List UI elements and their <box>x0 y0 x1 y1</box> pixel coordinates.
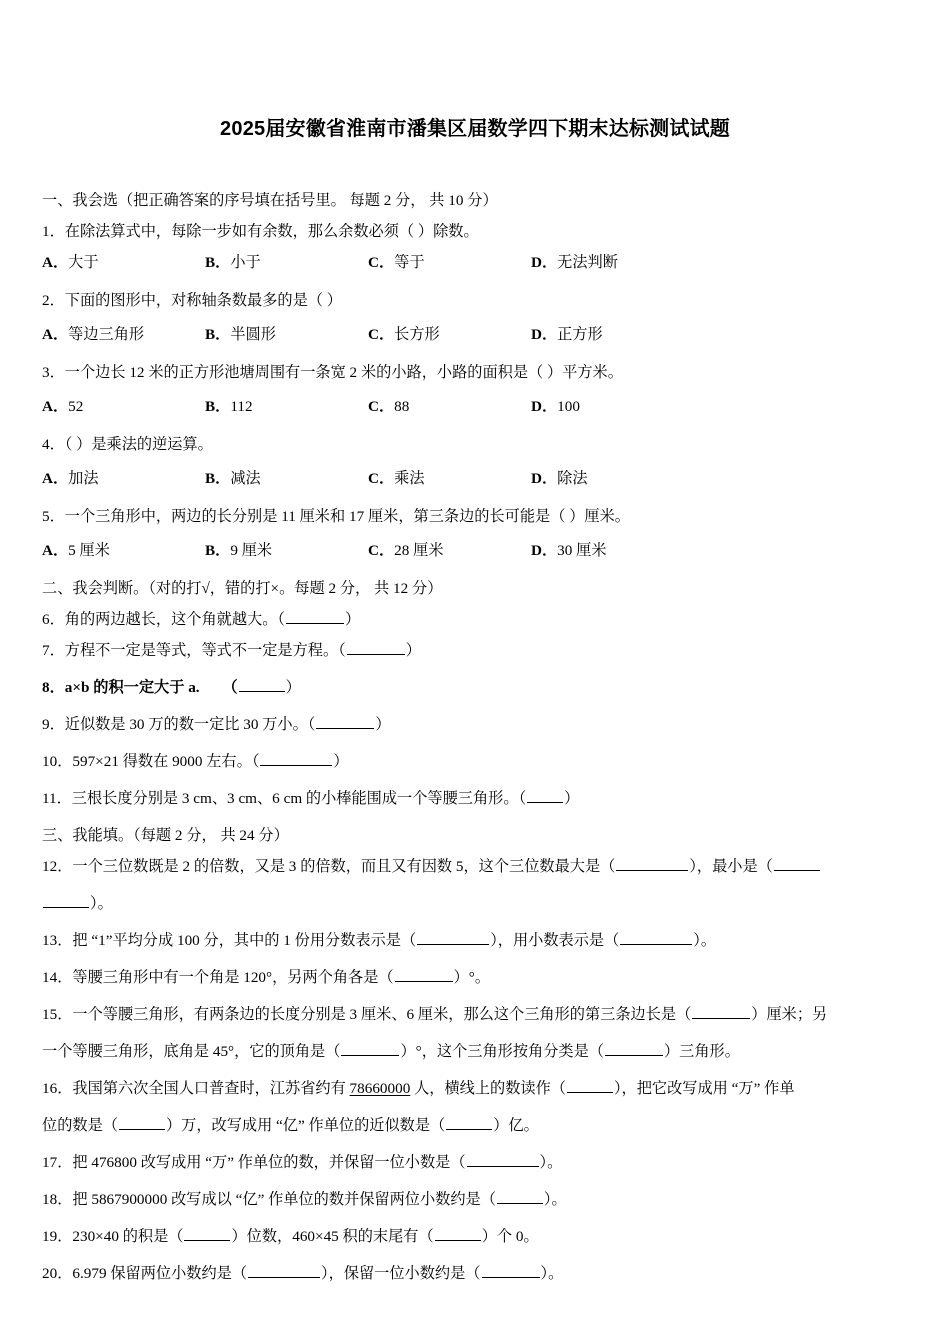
fill-question-text: 19．230×40 的积是（ <box>42 1228 184 1245</box>
fill-question-text: 20．6.979 保留两位小数约是（ <box>42 1265 248 1282</box>
option-text: 112 <box>230 398 253 415</box>
fill-question-text: 14．等腰三角形中有一个角是 120°，另两个角各是（ <box>42 969 394 986</box>
option-label: B． <box>205 326 231 343</box>
fill-question-text: ）亿。 <box>493 1117 539 1134</box>
option-4-c[interactable] <box>368 467 531 488</box>
judgement-close: ） <box>375 716 391 733</box>
option-label: C． <box>368 542 395 559</box>
answer-blank[interactable] <box>239 677 285 692</box>
judgement-text: 7．方程不一定是等式，等式不一定是方程。（ <box>42 642 346 659</box>
fill-question-text: ），用小数表示是（ <box>490 932 620 949</box>
option-5-c[interactable] <box>368 539 531 560</box>
fill-question-20 <box>42 1262 908 1299</box>
fill-question-15 <box>42 1003 908 1040</box>
option-2-d[interactable] <box>531 323 694 344</box>
option-3-c[interactable] <box>368 395 531 416</box>
answer-blank[interactable] <box>446 1115 492 1130</box>
fill-question-text: ）个 0。 <box>481 1228 539 1245</box>
answer-blank[interactable] <box>395 967 453 982</box>
option-text: 100 <box>557 398 580 415</box>
fill-question-12-cont <box>42 892 908 929</box>
option-3-d[interactable] <box>531 395 694 416</box>
answer-blank[interactable] <box>527 788 563 803</box>
answer-blank[interactable] <box>260 751 332 766</box>
option-4-a[interactable] <box>42 467 205 488</box>
judgement-text: 10．597×21 得数在 9000 左右。（ <box>42 753 260 770</box>
option-1-b[interactable] <box>205 251 368 272</box>
fill-question-15-cont <box>42 1040 908 1077</box>
option-text: 无法判断 <box>557 254 618 271</box>
answer-blank[interactable] <box>497 1189 543 1204</box>
fill-question-16 <box>42 1077 908 1114</box>
fill-question-text: ）三角形。 <box>663 1043 740 1060</box>
judgement-item-7 <box>42 639 908 676</box>
option-text: 28 厘米 <box>394 542 444 559</box>
option-text: 半圆形 <box>230 326 276 343</box>
question-stem-1: 1．在除法算式中，每除一步如有余数，那么余数必须（ ）除数。 <box>42 223 479 240</box>
option-4-b[interactable] <box>205 467 368 488</box>
question-stem-2: 2．下面的图形中，对称轴条数最多的是（ ） <box>42 292 342 309</box>
option-label: B． <box>205 542 231 559</box>
fill-question-text: 人，横线上的数读作（ <box>410 1080 566 1097</box>
option-text: 30 厘米 <box>557 542 607 559</box>
fill-question-text: ）位数，460×45 积的末尾有（ <box>231 1228 434 1245</box>
exam-body <box>42 141 908 1299</box>
option-4-d[interactable] <box>531 467 694 488</box>
option-text: 88 <box>394 398 410 415</box>
judgement-close: ） <box>345 611 361 628</box>
option-text: 除法 <box>557 470 588 487</box>
option-text: 等于 <box>394 254 425 271</box>
option-2-b[interactable] <box>205 323 368 344</box>
option-text: 等边三角形 <box>68 326 145 343</box>
fill-question-text: ）。 <box>540 1265 564 1282</box>
option-text: 加法 <box>68 470 99 487</box>
fill-question-text: 18．把 5867900000 改写成以 “亿” 作单位的数并保留两位小数约是（ <box>42 1191 496 1208</box>
option-label: D． <box>531 254 558 271</box>
judgement-item-10 <box>42 750 908 787</box>
option-3-b[interactable] <box>205 395 368 416</box>
option-1-d[interactable] <box>531 251 694 272</box>
section-heading-3: 三、我能填。（每题 2 分， 共 24 分） <box>42 827 289 844</box>
fill-question-text: ）。 <box>539 1154 563 1171</box>
option-label: C． <box>368 398 395 415</box>
option-label: C． <box>368 254 395 271</box>
judgement-text: 6．角的两边越长，这个角就越大。（ <box>42 611 285 628</box>
page-title: 2025届安徽省淮南市潘集区届数学四下期末达标测试试题 <box>220 118 730 140</box>
judgement-item-9 <box>42 713 908 750</box>
answer-blank[interactable] <box>417 930 489 945</box>
fill-question-text: ）厘米；另 <box>751 1006 828 1023</box>
fill-question-text: ），保留一位小数约是（ <box>321 1265 481 1282</box>
judgement-text: 9．近似数是 30 万的数一定比 30 万小。（ <box>42 716 316 733</box>
fill-question-text: 12．一个三位数既是 2 的倍数，又是 3 的倍数，而且又有因数 5，这个三位数最大是（ <box>42 858 616 875</box>
fill-question-18 <box>42 1188 908 1225</box>
option-5-a[interactable] <box>42 539 205 560</box>
answer-blank[interactable] <box>248 1263 320 1278</box>
option-label: B． <box>205 398 231 415</box>
option-label: D． <box>531 326 558 343</box>
answer-blank[interactable] <box>567 1078 613 1093</box>
judgement-close: ） <box>564 790 580 807</box>
fill-question-text: 位的数是（ <box>42 1117 118 1134</box>
option-text: 大于 <box>68 254 99 271</box>
answer-blank[interactable] <box>616 856 688 871</box>
option-text: 52 <box>68 398 84 415</box>
judgement-close: ） <box>285 679 301 696</box>
fill-question-12 <box>42 855 908 892</box>
option-label: A． <box>42 326 69 343</box>
fill-question-text: 17．把 476800 改写成用 “万” 作单位的数，并保留一位小数是（ <box>42 1154 466 1171</box>
option-label: B． <box>205 470 231 487</box>
judgement-close: ） <box>333 753 349 770</box>
question-options-2 <box>42 323 908 361</box>
option-3-a[interactable] <box>42 395 205 416</box>
section-heading-2: 二、我会判断。（对的打√，错的打×。每题 2 分， 共 12 分） <box>42 580 443 597</box>
answer-blank[interactable] <box>774 856 820 871</box>
option-text: 乘法 <box>394 470 425 487</box>
question-options-3 <box>42 395 908 433</box>
fill-question-text: ）。 <box>543 1191 567 1208</box>
option-text: 正方形 <box>557 326 603 343</box>
judgement-item-11 <box>42 787 908 824</box>
question-options-4 <box>42 467 908 505</box>
fill-question-text: 15．一个等腰三角形，有两条边的长度分别是 3 厘米、6 厘米，那么这个三角形的第三条边长是（ <box>42 1006 692 1023</box>
option-label: B． <box>205 254 231 271</box>
answer-blank[interactable] <box>43 893 89 908</box>
answer-blank[interactable] <box>620 930 692 945</box>
option-text: 减法 <box>230 470 261 487</box>
judgement-close: ） <box>405 642 421 659</box>
answer-blank[interactable] <box>347 640 405 655</box>
option-5-d[interactable] <box>531 539 694 560</box>
answer-blank[interactable] <box>467 1152 539 1167</box>
answer-blank[interactable] <box>605 1041 663 1056</box>
judgement-item-8 <box>42 676 908 713</box>
fill-question-13 <box>42 929 908 966</box>
option-label: D． <box>531 542 558 559</box>
question-options-5 <box>42 539 908 577</box>
option-text: 小于 <box>230 254 261 271</box>
fill-question-text: ）万，改写成用 “亿” 作单位的近似数是（ <box>165 1117 446 1134</box>
answer-blank[interactable] <box>435 1226 481 1241</box>
fill-question-text: ）。 <box>693 932 717 949</box>
answer-blank[interactable] <box>692 1004 750 1019</box>
option-label: A． <box>42 542 69 559</box>
answer-blank[interactable] <box>482 1263 540 1278</box>
option-label: D． <box>531 398 558 415</box>
fill-question-text: ），把它改写成用 “万” 作单 <box>613 1080 795 1097</box>
question-stem-5: 5．一个三角形中，两边的长分别是 11 厘米和 17 厘米，第三条边的长可能是（ ）厘米。 <box>42 508 630 525</box>
fill-question-text: ）°，这个三角形按角分类是（ <box>400 1043 604 1060</box>
fill-question-16-cont <box>42 1114 908 1151</box>
fill-question-text: 13．把 “1”平均分成 100 分，其中的 1 份用分数表示是（ <box>42 932 417 949</box>
option-label: C． <box>368 470 395 487</box>
option-5-b[interactable] <box>205 539 368 560</box>
fill-question-text: ）。 <box>90 895 113 912</box>
option-text: 5 厘米 <box>68 542 110 559</box>
judgement-item-6 <box>42 608 908 639</box>
option-2-a[interactable] <box>42 323 205 344</box>
option-label: A． <box>42 254 69 271</box>
judgement-text: 8．a×b 的积一定大于 a. （ <box>42 679 238 696</box>
fill-in-blank-list <box>42 855 908 1299</box>
answer-blank[interactable] <box>341 1041 399 1056</box>
answer-blank[interactable] <box>286 609 344 624</box>
answer-blank[interactable] <box>316 714 374 729</box>
option-1-c[interactable] <box>368 251 531 272</box>
question-stem-3: 3．一个边长 12 米的正方形池塘周围有一条宽 2 米的小路，小路的面积是（ ）平方米。 <box>42 364 623 381</box>
option-label: C． <box>368 326 395 343</box>
fill-question-text: ）°。 <box>453 969 491 986</box>
answer-blank[interactable] <box>119 1115 165 1130</box>
answer-blank[interactable] <box>184 1226 230 1241</box>
option-text: 长方形 <box>394 326 440 343</box>
option-label: D． <box>531 470 558 487</box>
option-1-a[interactable] <box>42 251 205 272</box>
section-heading-1: 一、我会选（把正确答案的序号填在括号里。 每题 2 分， 共 10 分） <box>42 192 498 209</box>
underlined-number: 78660000 <box>349 1080 411 1097</box>
option-text: 9 厘米 <box>230 542 273 559</box>
fill-question-text: ），最小是（ <box>689 858 773 875</box>
fill-question-text: 16．我国第六次全国人口普查时，江苏省约有 <box>42 1080 350 1097</box>
option-2-c[interactable] <box>368 323 531 344</box>
option-label: A． <box>42 470 69 487</box>
question-stem-4: 4．（ ）是乘法的逆运算。 <box>42 436 213 453</box>
fill-question-17 <box>42 1151 908 1188</box>
fill-question-text: 一个等腰三角形，底角是 45°，它的顶角是（ <box>42 1043 341 1060</box>
fill-question-19 <box>42 1225 908 1262</box>
option-label: A． <box>42 398 69 415</box>
question-options-1 <box>42 251 908 289</box>
judgement-text: 11．三根长度分别是 3 cm、3 cm、6 cm 的小棒能围成一个等腰三角形。（ <box>42 790 527 807</box>
fill-question-14 <box>42 966 908 1003</box>
